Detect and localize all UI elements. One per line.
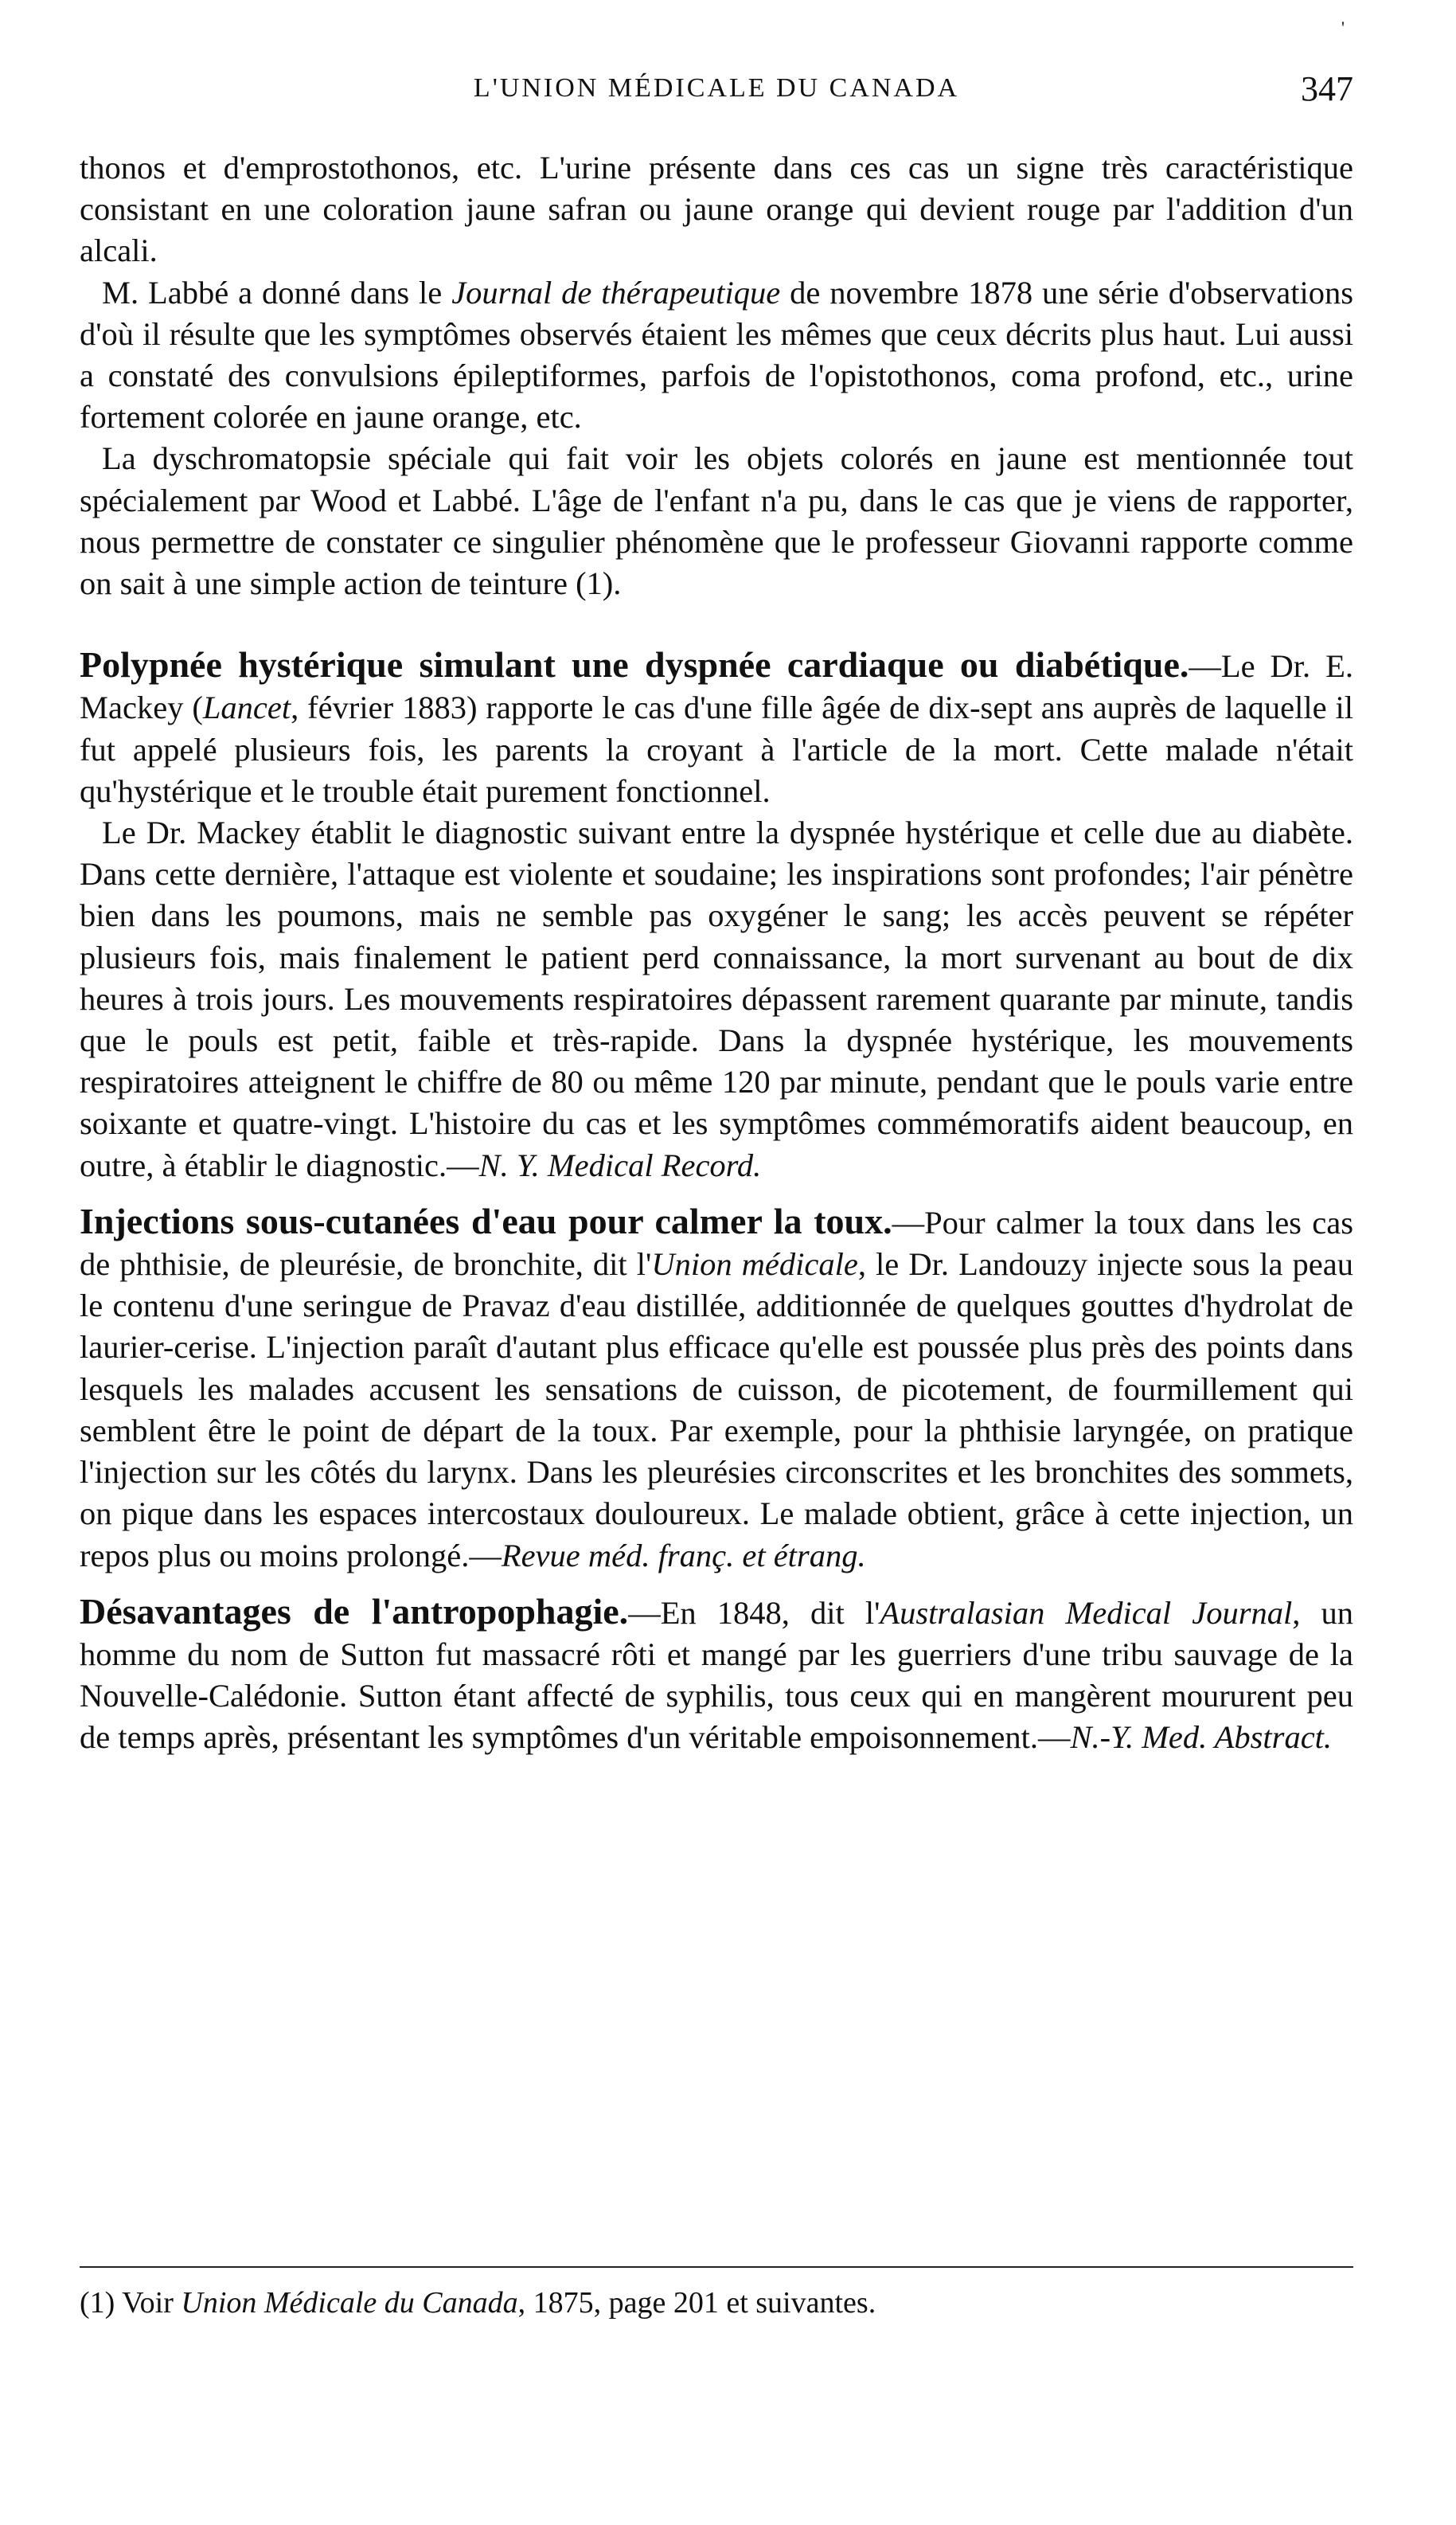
section-paragraph xyxy=(80,1201,1353,1577)
page-header xyxy=(80,69,1353,121)
journal-title: Journal de thérapeutique xyxy=(451,274,781,311)
running-head: L'UNION MÉDICALE DU CANADA xyxy=(473,73,960,103)
section-text: , le Dr. Landouzy injecte sous la peau le contenu d'une seringue de Pravaz d'eau distillée, additionnée de quelques gouttes d'hydrolat de laurier-cerise. L'injection paraît d'autant plus efficace qu'elle est poussée plus près des points dans lesquels les malades accusent les sensations de cuisson, de picotement, de fourmillement qui semblent être le point de départ de la toux. Par exemple, pour la phthisie laryngée, on pratique l'injection sur les côtés du larynx. Dans les pleurésies circonscrites et les bronchites des sommets, on pique dans les espaces intercostaux douloureux. Le malade obtient, grâce à cette injection, un repos plus ou moins prolongé.— xyxy=(80,1246,1353,1573)
section-lead: —Pour calmer la toux dans les cas de phthisie, de pleurésie, de bronchite, dit l' xyxy=(80,1204,1353,1283)
section-paragraph xyxy=(80,644,1353,812)
section-antropophagie xyxy=(80,1591,1353,1759)
section-lead: —Le Dr. E. Mackey ( xyxy=(80,648,1353,726)
source-title: Lancet xyxy=(202,690,291,726)
footnote xyxy=(80,2284,1353,2322)
section-paragraph-2 xyxy=(80,812,1353,1186)
section-heading: Désavantages de l'antropophagie. xyxy=(80,1590,629,1632)
section-paragraph xyxy=(80,1591,1353,1759)
section-text-2: Le Dr. Mackey établit le diagnostic suivant entre la dyspnée hystérique et celle due au diabète. Dans cette dernière, l'attaque est violente et soudaine; les inspirations sont profondes; l'air pénètre bien dans les poumons, mais ne semble pas oxygéner le sang; les accès peuvent se répéter plusieurs fois, mais finalement le patient perd connaissance, la mort survenant au bout de dix heures à trois jours. Les mouvements respiratoires dépassent rarement quarante par minute, tandis que le pouls est petit, faible et très-rapide. Dans la dyspnée hystérique, les mouvements respiratoires atteignent le chiffre de 80 ou même 120 par minute, pendant que le pouls varie entre soixante et quatre-vingt. L'histoire du cas et les symptômes commémoratifs aident beaucoup, en outre, à établir le diagnostic.— xyxy=(80,815,1353,1183)
citation: N. Y. Medical Record. xyxy=(478,1147,762,1183)
footnote-rule xyxy=(80,2266,1353,2268)
section-text: , février 1883) rapporte le cas d'une fille âgée de dix-sept ans auprès de laquelle il fut appelé plusieurs fois, les parents la croyant à l'article de la mort. Cette malade n'était qu'hystérique et le trouble était purement fonctionnel. xyxy=(80,690,1353,809)
section-text: , un homme du nom de Sutton fut massacré rôti et mangé par les guerriers d'une tribu sauvage de la Nouvelle-Calédonie. Sutton étant affecté de syphilis, tous ceux qui en mangèrent moururent peu de temps après, présentant les symptômes d'un véritable empoisonnement.— xyxy=(80,1594,1353,1756)
citation: N.-Y. Med. Abstract. xyxy=(1070,1719,1333,1756)
corner-mark: ' xyxy=(1341,18,1345,37)
source-title: Australasian Medical Journal xyxy=(880,1594,1293,1631)
section-lead: —En 1848, dit l' xyxy=(628,1594,880,1631)
section-heading: Injections sous-cutanées d'eau pour calmer la toux. xyxy=(80,1200,892,1241)
paragraph-lead: M. Labbé a donné dans le xyxy=(102,274,452,311)
body-text xyxy=(80,147,1353,1759)
paragraph-labbe xyxy=(80,272,1353,439)
source-title: Union médicale xyxy=(651,1246,858,1283)
paragraph-rest: de novembre 1878 une série d'observations d'où il résulte que les symptômes observés étaient les mêmes que ceux décrits plus haut. Lui aussi a constaté des convulsions épileptiformes, parfois de l'opistothonos, coma profond, etc., urine fortement colorée en jaune orange, etc. xyxy=(80,274,1353,436)
paragraph-intro: thonos et d'emprostothonos, etc. L'urine présente dans ces cas un signe très caractéristique consistant en une coloration jaune safran ou jaune orange qui devient rouge par l'addition d'un alcali. xyxy=(80,150,1353,269)
footnote-marker: (1) xyxy=(80,2286,115,2320)
paragraph-dyschromatopsie: La dyschromatopsie spéciale qui fait voir les objets colorés en jaune est mentionnée tout spécialement par Wood et Labbé. L'âge de l'enfant n'a pu, dans le cas que je viens de rapporter, nous permettre de constater ce singulier phénomène que le professeur Giovanni rapporte comme on sait à une simple action de teinture (1). xyxy=(80,440,1353,602)
footnote-text: , 1875, page 201 et suivantes. xyxy=(517,2286,876,2320)
section-injections xyxy=(80,1201,1353,1577)
footnote-lead: Voir xyxy=(115,2286,182,2320)
section-polypnee xyxy=(80,644,1353,1186)
section-heading: Polypnée hystérique simulant une dyspnée cardiaque ou diabétique. xyxy=(80,644,1189,686)
footnote-source: Union Médicale du Canada xyxy=(181,2286,518,2320)
page-number: 347 xyxy=(1301,69,1353,108)
citation: Revue méd. franç. et étrang. xyxy=(501,1537,866,1573)
